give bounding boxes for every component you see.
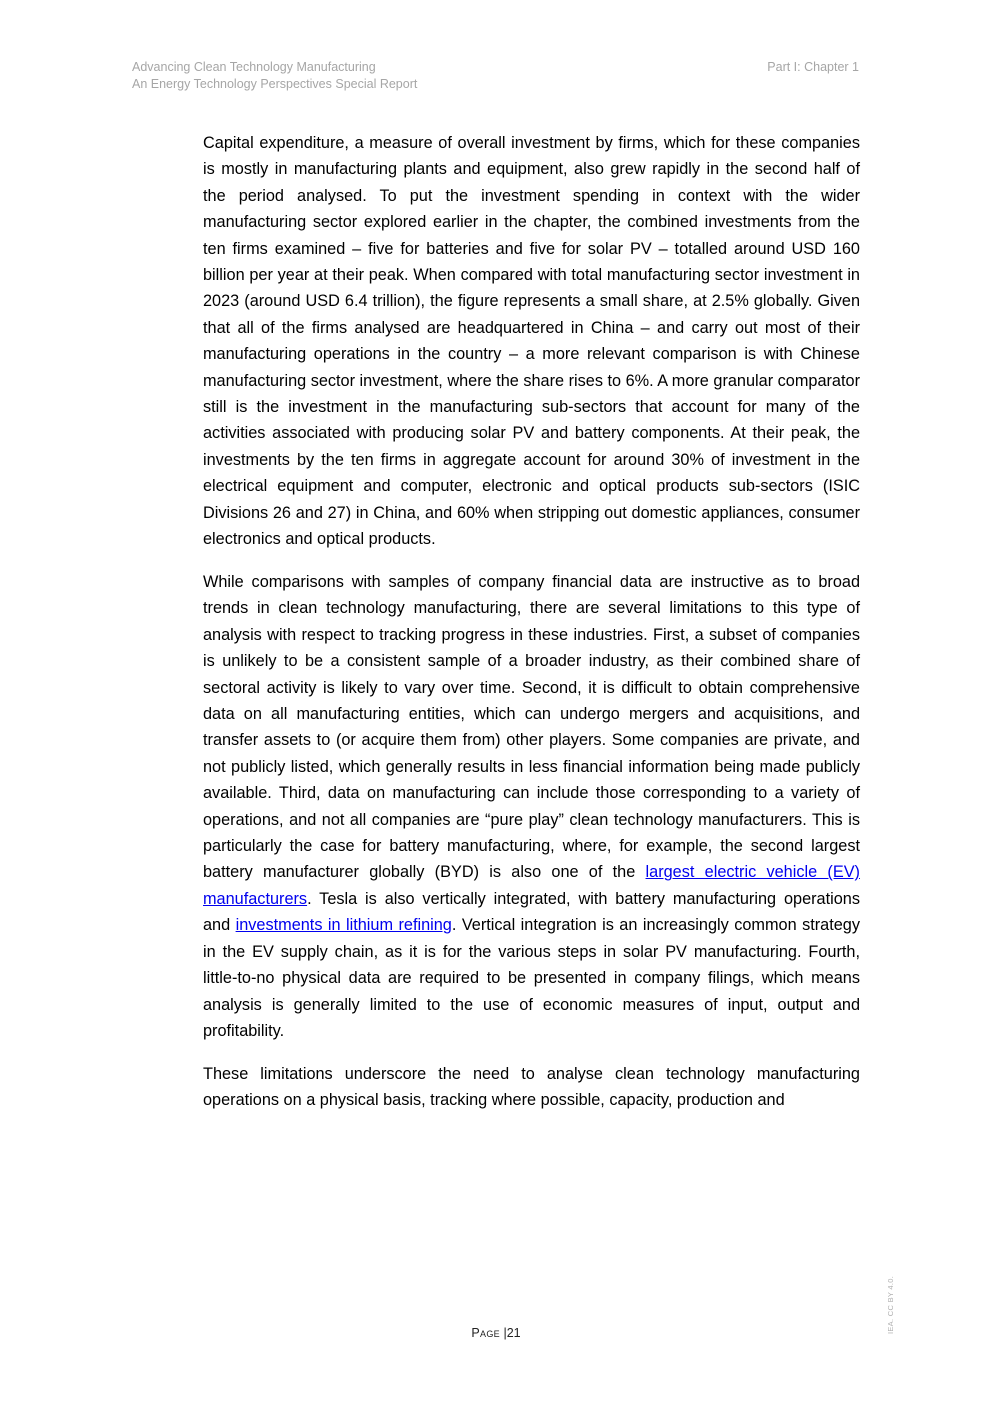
page-separator: |: [503, 1326, 507, 1340]
main-content: [203, 130, 860, 1130]
paragraph-text: While comparisons with samples of company financial data are instructive as to broad trends in clean technology manufacturing, there are several limitations to this type of analysis with respect to tracking progress in these industries. First, a subset of companies is unlikely to be a consistent sample of a broader industry, as their combined share of sectoral activity is likely to vary over time. Second, it is difficult to obtain comprehensive data on all manufacturing entities, which can undergo mergers and acquisitions, and transfer assets to (or acquire them from) other players. Some companies are private, and not publicly listed, which generally results in less financial information being made publicly available. Third, data on manufacturing can include those corresponding to a variety of operations, and not all companies are “pure play” clean technology manufacturers. This is particularly the case for battery manufacturing, where, for example, the second largest battery manufacturer globally (BYD) is also one of the: [203, 573, 860, 882]
link-largest-ev-manufacturers[interactable]: largest electric vehicle (EV) manufacturers: [203, 863, 860, 908]
report-title: Advancing Clean Technology Manufacturing: [132, 60, 376, 74]
paragraph-capital-expenditure: Capital expenditure, a measure of overall investment by firms, which for these companies is mostly in manufacturing plants and equipment, also grew rapidly in the second half of the period analysed. To put the investment spending in context with the wider manufacturing sector explored earlier in the chapter, the combined investments from the ten firms examined – five for batteries and five for solar PV – totalled around USD 160 billion per year at their peak. When compared with total manufacturing sector investment in 2023 (around USD 6.4 trillion), the figure represents a small share, at 2.5% globally. Given that all of the firms analysed are headquartered in China – and carry out most of their manufacturing operations in the country – a more relevant comparison is with Chinese manufacturing sector investment, where the share rises to 6%. A more granular comparator still is the investment in the manufacturing sub-sectors that account for many of the activities associated with producing solar PV and battery components. At their peak, the investments by the ten firms in aggregate account for around 30% of investment in the electrical equipment and computer, electronic and optical products sub-sectors (ISIC Divisions 26 and 27) in China, and 60% when stripping out domestic appliances, consumer electronics and optical products.: [203, 134, 860, 549]
paragraph-text: . Vertical integration is an increasingly common strategy in the EV supply chain, as it is for the various steps in solar PV manufacturing. Fourth, little-to-no physical data are required to be presented in company filings, which means analysis is generally limited to the use of economic measures of input, output and profitability.: [203, 916, 860, 1040]
report-subtitle: An Energy Technology Perspectives Special Report: [132, 77, 418, 91]
paragraph-limitations: [203, 569, 860, 1044]
page-label: Page: [471, 1326, 500, 1340]
page-footer: [0, 1326, 992, 1340]
chapter-label: Part I: Chapter 1: [767, 60, 859, 74]
paragraph-physical-basis: These limitations underscore the need to analyse clean technology manufacturing operations on a physical basis, tracking where possible, capacity, production and: [203, 1064, 860, 1110]
link-investments-lithium-refining[interactable]: investments in lithium refining: [235, 916, 452, 935]
paragraph-text: . Tesla is also vertically integrated, with battery manufacturing operations and: [203, 889, 860, 935]
page-number: 21: [506, 1326, 521, 1340]
license-notice: IEA. CC BY 4.0.: [886, 1275, 895, 1334]
report-header: [132, 59, 417, 93]
